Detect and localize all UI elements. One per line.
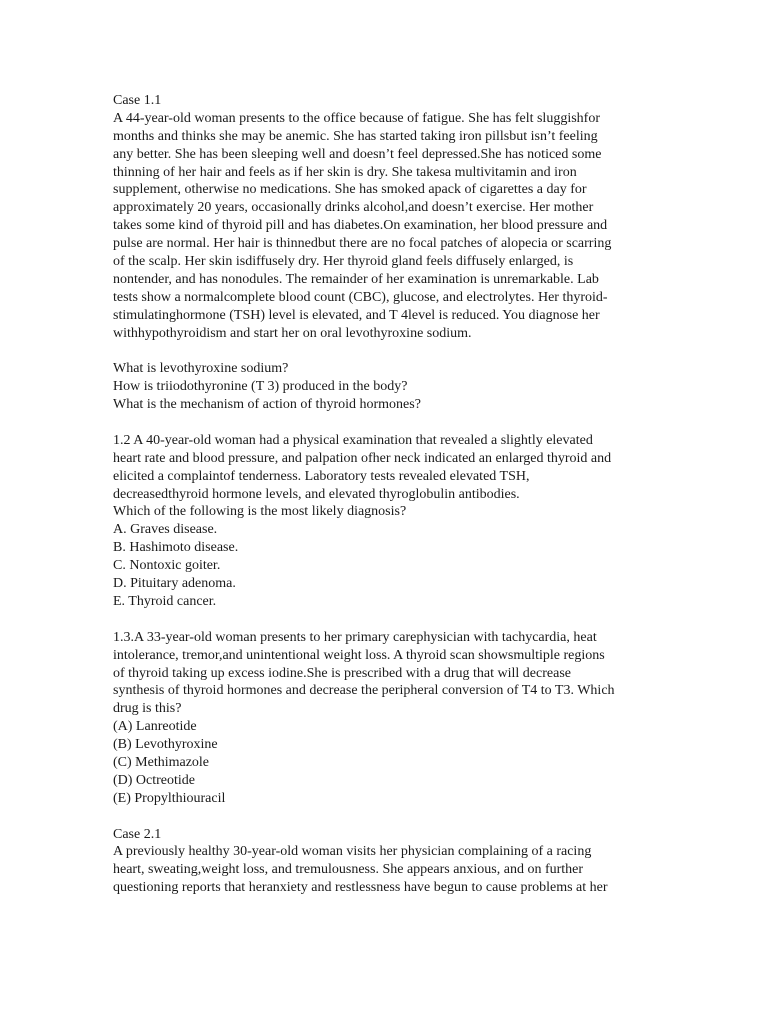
- paragraph-line: months and thinks she may be anemic. She has started taking iron pillsbut isn’t feeling: [113, 128, 598, 144]
- question-1-2-section: [113, 432, 658, 611]
- spacer: [113, 342, 658, 360]
- paragraph-line: any better. She has been sleeping well and doesn’t feel depressed.She has noticed some: [113, 146, 602, 162]
- paragraph-line: nontender, and has nonodules. The remainder of her examination is unremarkable. Lab: [113, 271, 599, 287]
- answer-option: (E) Propylthiouracil: [113, 790, 226, 806]
- question-stem-line: drug is this?: [113, 701, 182, 717]
- question-line: What is levothyroxine sodium?: [113, 361, 289, 377]
- paragraph-line: A previously healthy 30-year-old woman visits her physician complaining of a racing: [113, 844, 592, 860]
- answer-option: E. Thyroid cancer.: [113, 593, 217, 609]
- question-stem-line: 1.2 A 40-year-old woman had a physical examination that revealed a slightly elevated: [113, 432, 593, 448]
- answer-option: (B) Levothyroxine: [113, 737, 218, 753]
- answer-option: C. Nontoxic goiter.: [113, 558, 221, 574]
- paragraph-line: of the scalp. Her skin isdiffusely dry. Her thyroid gland feels diffusely enlarged, is: [113, 254, 574, 270]
- paragraph-line: pulse are normal. Her hair is thinnedbut there are no focal patches of alopecia or scarring: [113, 236, 612, 252]
- paragraph-line: heart, sweating,weight loss, and tremulousness. She appears anxious, and on further: [113, 862, 584, 878]
- question-stem-line: 1.3.A 33-year-old woman presents to her primary carephysician with tachycardia, heat: [113, 629, 597, 645]
- case-1-1-section: [113, 92, 658, 414]
- case-heading: Case 1.1: [113, 93, 162, 108]
- case-paragraph: [113, 110, 658, 343]
- answer-option: A. Graves disease.: [113, 522, 218, 538]
- paragraph-line: withhypothyroidism and start her on oral levothyroxine sodium.: [113, 325, 472, 341]
- paragraph-line: A 44-year-old woman presents to the office because of fatigue. She has felt sluggishfor: [113, 110, 600, 126]
- answer-option: (C) Methimazole: [113, 754, 210, 770]
- paragraph-line: questioning reports that heranxiety and restlessness have begun to cause problems at her: [113, 880, 608, 896]
- paragraph-line: thinning of her hair and feels as if her skin is dry. She takesa multivitamin and iron: [113, 164, 577, 180]
- paragraph-line: stimulatinghormone (TSH) level is elevated, and T 4level is reduced. You diagnose her: [113, 307, 600, 323]
- spacer: [113, 808, 658, 826]
- question-stem-line: intolerance, tremor,and unintentional weight loss. A thyroid scan showsmultiple regions: [113, 647, 605, 663]
- question-stem-line: heart rate and blood pressure, and palpation ofher neck indicated an enlarged thyroid and: [113, 450, 612, 466]
- question-stem-line: Which of the following is the most likely diagnosis?: [113, 504, 407, 520]
- spacer: [113, 414, 658, 432]
- answer-option: (A) Lanreotide: [113, 719, 197, 735]
- document-page: [113, 92, 658, 897]
- spacer: [113, 611, 658, 629]
- answer-option: D. Pituitary adenoma.: [113, 576, 236, 592]
- question-stem-line: decreasedthyroid hormone levels, and elevated thyroglobulin antibodies.: [113, 486, 520, 502]
- question-stem-line: of thyroid taking up excess iodine.She is prescribed with a drug that will decrease: [113, 665, 571, 681]
- paragraph-line: tests show a normalcomplete blood count (CBC), glucose, and electrolytes. Her thyroid-: [113, 289, 608, 305]
- question-stem-line: synthesis of thyroid hormones and decrease the peripheral conversion of T4 to T3. Which: [113, 683, 615, 699]
- question-line: How is triiodothyronine (T 3) produced in the body?: [113, 379, 408, 395]
- case-2-1-section: [113, 826, 658, 898]
- answer-option: B. Hashimoto disease.: [113, 540, 239, 556]
- answer-option: (D) Octreotide: [113, 772, 196, 788]
- case-questions: [113, 360, 658, 414]
- paragraph-line: approximately 20 years, occasionally drinks alcohol,and doesn’t exercise. Her mother: [113, 200, 594, 216]
- question-1-3-section: [113, 629, 658, 808]
- case-heading: Case 2.1: [113, 826, 162, 842]
- paragraph-line: takes some kind of thyroid pill and has diabetes.On examination, her blood pressure and: [113, 218, 608, 234]
- question-stem-line: elicited a complaintof tenderness. Laboratory tests revealed elevated TSH,: [113, 468, 530, 484]
- question-line: What is the mechanism of action of thyroid hormones?: [113, 397, 421, 413]
- paragraph-line: supplement, otherwise no medications. She has smoked apack of cigarettes a day for: [113, 182, 587, 198]
